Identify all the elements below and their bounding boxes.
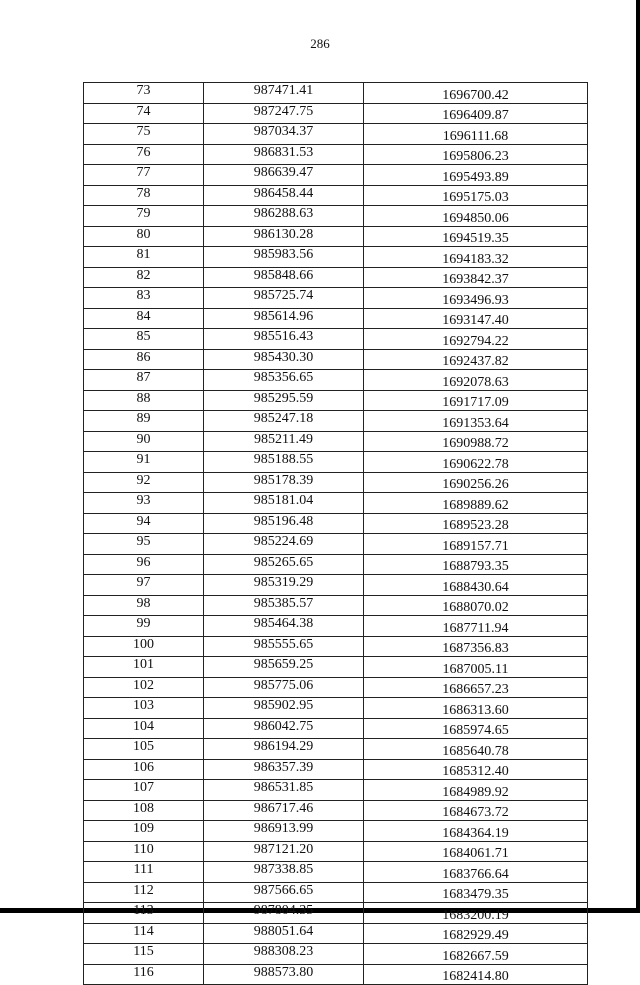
point-number-cell: 107 [84,780,204,801]
y-coordinate-cell: 1682414.80 [364,964,588,985]
x-coordinate-cell: 985848.66 [204,267,364,288]
table-row [84,185,588,206]
y-coordinate-cell: 1684061.71 [364,841,588,862]
x-coordinate-cell: 985265.65 [204,554,364,575]
x-coordinate-cell: 985319.29 [204,575,364,596]
table-row [84,390,588,411]
y-coordinate-cell: 1686657.23 [364,677,588,698]
y-coordinate-cell: 1687356.83 [364,636,588,657]
point-number-cell: 82 [84,267,204,288]
table-row [84,493,588,514]
y-coordinate-cell: 1695806.23 [364,144,588,165]
y-coordinate-cell: 1683479.35 [364,882,588,903]
point-number-cell: 100 [84,636,204,657]
point-number-cell: 75 [84,124,204,145]
point-number-cell: 108 [84,800,204,821]
table-row [84,226,588,247]
point-number-cell: 86 [84,349,204,370]
table-row [84,124,588,145]
table-row [84,575,588,596]
x-coordinate-cell: 985614.96 [204,308,364,329]
x-coordinate-cell: 988573.80 [204,964,364,985]
table-row [84,800,588,821]
point-number-cell: 91 [84,452,204,473]
x-coordinate-cell: 985775.06 [204,677,364,698]
y-coordinate-cell: 1688793.35 [364,554,588,575]
x-coordinate-cell: 987121.20 [204,841,364,862]
y-coordinate-cell: 1694519.35 [364,226,588,247]
y-coordinate-cell: 1689157.71 [364,534,588,555]
table-row [84,83,588,104]
table-row [84,267,588,288]
x-coordinate-cell: 986717.46 [204,800,364,821]
point-number-cell: 93 [84,493,204,514]
x-coordinate-cell: 985555.65 [204,636,364,657]
table-row [84,165,588,186]
x-coordinate-cell: 986357.39 [204,759,364,780]
point-number-cell: 109 [84,821,204,842]
point-number-cell: 89 [84,411,204,432]
y-coordinate-cell: 1692794.22 [364,329,588,350]
y-coordinate-cell: 1690622.78 [364,452,588,473]
x-coordinate-cell: 987338.85 [204,862,364,883]
x-coordinate-cell: 985196.48 [204,513,364,534]
table-row [84,657,588,678]
table-row [84,206,588,227]
table-row [84,759,588,780]
point-number-cell: 80 [84,226,204,247]
point-number-cell: 94 [84,513,204,534]
x-coordinate-cell: 985430.30 [204,349,364,370]
point-number-cell: 113 [84,903,204,924]
x-coordinate-cell: 985211.49 [204,431,364,452]
point-number-cell: 106 [84,759,204,780]
y-coordinate-cell: 1693842.37 [364,267,588,288]
x-coordinate-cell: 986531.85 [204,780,364,801]
y-coordinate-cell: 1688430.64 [364,575,588,596]
y-coordinate-cell: 1685974.65 [364,718,588,739]
table-row [84,554,588,575]
table-row [84,923,588,944]
y-coordinate-cell: 1694183.32 [364,247,588,268]
table-row [84,882,588,903]
table-row [84,472,588,493]
table-row [84,513,588,534]
table-row [84,308,588,329]
x-coordinate-cell: 985902.95 [204,698,364,719]
point-number-cell: 104 [84,718,204,739]
scan-edge-right [636,0,640,913]
x-coordinate-cell: 987804.35 [204,903,364,924]
table-row [84,329,588,350]
coordinate-table [83,82,588,985]
y-coordinate-cell: 1696111.68 [364,124,588,145]
table-row [84,144,588,165]
x-coordinate-cell: 986042.75 [204,718,364,739]
x-coordinate-cell: 985659.25 [204,657,364,678]
point-number-cell: 81 [84,247,204,268]
x-coordinate-cell: 985464.38 [204,616,364,637]
x-coordinate-cell: 986458.44 [204,185,364,206]
y-coordinate-cell: 1682667.59 [364,944,588,965]
y-coordinate-cell: 1695175.03 [364,185,588,206]
point-number-cell: 76 [84,144,204,165]
point-number-cell: 102 [84,677,204,698]
x-coordinate-cell: 985188.55 [204,452,364,473]
y-coordinate-cell: 1689889.62 [364,493,588,514]
table-row [84,247,588,268]
point-number-cell: 112 [84,882,204,903]
page-number: 286 [310,36,330,51]
point-number-cell: 114 [84,923,204,944]
table-row [84,595,588,616]
x-coordinate-cell: 987471.41 [204,83,364,104]
table-row [84,534,588,555]
x-coordinate-cell: 986288.63 [204,206,364,227]
y-coordinate-cell: 1687005.11 [364,657,588,678]
table-row [84,841,588,862]
table-row [84,431,588,452]
point-number-cell: 79 [84,206,204,227]
point-number-cell: 96 [84,554,204,575]
y-coordinate-cell: 1686313.60 [364,698,588,719]
y-coordinate-cell: 1692437.82 [364,349,588,370]
point-number-cell: 110 [84,841,204,862]
table-row [84,616,588,637]
y-coordinate-cell: 1694850.06 [364,206,588,227]
x-coordinate-cell: 985224.69 [204,534,364,555]
y-coordinate-cell: 1690256.26 [364,472,588,493]
y-coordinate-cell: 1689523.28 [364,513,588,534]
point-number-cell: 85 [84,329,204,350]
point-number-cell: 105 [84,739,204,760]
x-coordinate-cell: 985516.43 [204,329,364,350]
table-row [84,677,588,698]
point-number-cell: 88 [84,390,204,411]
x-coordinate-cell: 986831.53 [204,144,364,165]
x-coordinate-cell: 987247.75 [204,103,364,124]
table-row [84,636,588,657]
table-row [84,944,588,965]
point-number-cell: 87 [84,370,204,391]
x-coordinate-cell: 985295.59 [204,390,364,411]
x-coordinate-cell: 985725.74 [204,288,364,309]
table-row [84,370,588,391]
x-coordinate-cell: 985983.56 [204,247,364,268]
point-number-cell: 78 [84,185,204,206]
table-row [84,862,588,883]
point-number-cell: 74 [84,103,204,124]
y-coordinate-cell: 1696700.42 [364,83,588,104]
point-number-cell: 103 [84,698,204,719]
point-number-cell: 95 [84,534,204,555]
x-coordinate-cell: 988308.23 [204,944,364,965]
point-number-cell: 97 [84,575,204,596]
y-coordinate-cell: 1688070.02 [364,595,588,616]
y-coordinate-cell: 1683766.64 [364,862,588,883]
y-coordinate-cell: 1693496.93 [364,288,588,309]
point-number-cell: 101 [84,657,204,678]
y-coordinate-cell: 1684364.19 [364,821,588,842]
coordinate-table-body [84,83,588,985]
table-row [84,288,588,309]
point-number-cell: 116 [84,964,204,985]
y-coordinate-cell: 1685312.40 [364,759,588,780]
table-row [84,411,588,432]
y-coordinate-cell: 1685640.78 [364,739,588,760]
x-coordinate-cell: 986639.47 [204,165,364,186]
x-coordinate-cell: 985385.57 [204,595,364,616]
x-coordinate-cell: 986130.28 [204,226,364,247]
y-coordinate-cell: 1691717.09 [364,390,588,411]
y-coordinate-cell: 1683200.19 [364,903,588,924]
point-number-cell: 77 [84,165,204,186]
point-number-cell: 92 [84,472,204,493]
x-coordinate-cell: 985178.39 [204,472,364,493]
table-row [84,821,588,842]
y-coordinate-cell: 1687711.94 [364,616,588,637]
y-coordinate-cell: 1691353.64 [364,411,588,432]
x-coordinate-cell: 986194.29 [204,739,364,760]
point-number-cell: 111 [84,862,204,883]
table-row [84,780,588,801]
table-row [84,452,588,473]
y-coordinate-cell: 1695493.89 [364,165,588,186]
y-coordinate-cell: 1693147.40 [364,308,588,329]
y-coordinate-cell: 1696409.87 [364,103,588,124]
point-number-cell: 73 [84,83,204,104]
y-coordinate-cell: 1684989.92 [364,780,588,801]
table-row [84,349,588,370]
point-number-cell: 90 [84,431,204,452]
point-number-cell: 98 [84,595,204,616]
y-coordinate-cell: 1690988.72 [364,431,588,452]
x-coordinate-cell: 985247.18 [204,411,364,432]
point-number-cell: 83 [84,288,204,309]
y-coordinate-cell: 1692078.63 [364,370,588,391]
table-row [84,103,588,124]
x-coordinate-cell: 987566.65 [204,882,364,903]
x-coordinate-cell: 985181.04 [204,493,364,514]
point-number-cell: 99 [84,616,204,637]
x-coordinate-cell: 987034.37 [204,124,364,145]
x-coordinate-cell: 985356.65 [204,370,364,391]
table-row [84,698,588,719]
table-row [84,739,588,760]
x-coordinate-cell: 988051.64 [204,923,364,944]
table-row [84,718,588,739]
y-coordinate-cell: 1684673.72 [364,800,588,821]
table-row [84,964,588,985]
point-number-cell: 84 [84,308,204,329]
x-coordinate-cell: 986913.99 [204,821,364,842]
y-coordinate-cell: 1682929.49 [364,923,588,944]
point-number-cell: 115 [84,944,204,965]
